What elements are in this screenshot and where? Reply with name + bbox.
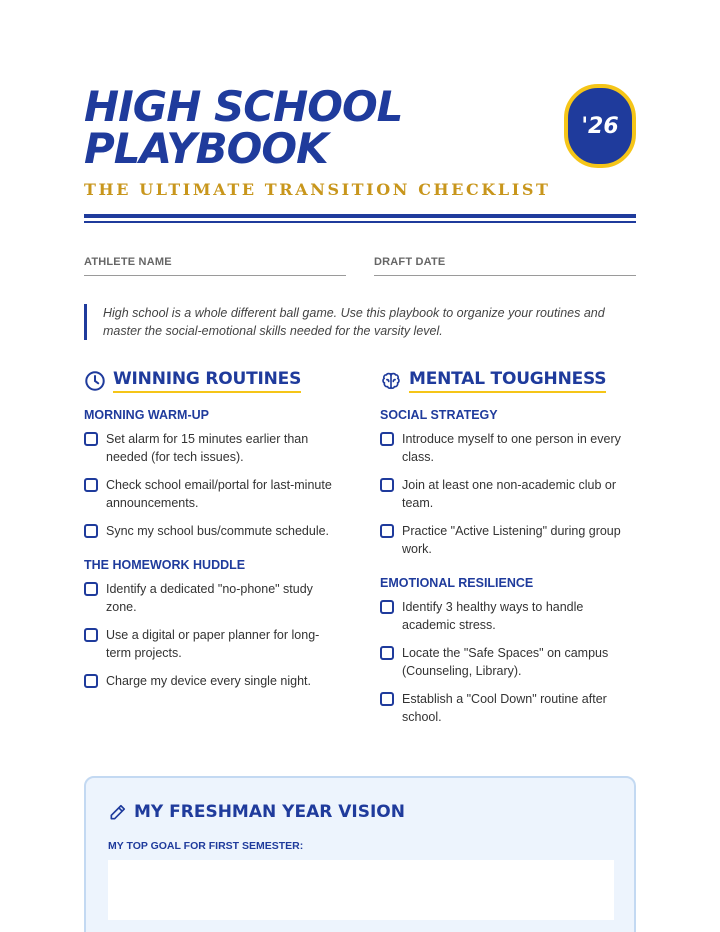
checkbox[interactable] [380,524,394,538]
checklist-item-text: Check school email/portal for last-minute announcements. [106,478,332,510]
checklist-item-text: Sync my school bus/commute schedule. [106,524,330,538]
checkbox[interactable] [380,692,394,706]
intro-quote: High school is a whole different ball game. Use this playbook to organize your routines and master the social-emotional skills needed for the varsity level. [84,304,636,340]
section-title: MENTAL TOUGHNESS [409,369,606,393]
checkbox[interactable] [84,628,98,642]
title-line-1: HIGH SCHOOL [84,82,403,131]
checklist-item [380,430,636,466]
section-header [84,368,340,394]
checkbox[interactable] [84,478,98,492]
checklist-item [84,580,340,616]
vision-header [108,802,405,822]
group-title: SOCIAL STRATEGY [380,408,498,422]
section-header [380,368,636,394]
draft-date-field[interactable] [374,256,636,276]
athlete-name-field[interactable] [84,256,346,276]
pencil-icon [108,802,128,822]
checkbox[interactable] [380,478,394,492]
year-badge: '26 [564,84,636,168]
checkbox[interactable] [380,600,394,614]
checklist-item-text: Join at least one non-academic club or team. [402,478,617,510]
vision-title: MY FRESHMAN YEAR VISION [134,802,405,822]
brain-icon [380,370,402,392]
checklist-item-text: Locate the "Safe Spaces" on campus (Counseling, Library). [402,646,609,678]
draft-date-label: DRAFT DATE [374,256,446,268]
goal-input[interactable] [108,860,614,920]
checklist-item [380,476,636,512]
checklist-item [84,672,340,690]
header-divider-thick [84,214,636,218]
group-title: THE HOMEWORK HUDDLE [84,558,246,572]
mental-toughness-section [380,368,636,736]
goal-label: MY TOP GOAL FOR FIRST SEMESTER: [108,840,304,852]
checklist-item-text: Set alarm for 15 minutes earlier than needed (for tech issues). [106,432,309,464]
subtitle: THE ULTIMATE TRANSITION CHECKLIST [84,180,551,199]
checklist-item-text: Practice "Active Listening" during group work. [402,524,621,556]
checklist-item [380,598,636,634]
page-title [84,82,544,173]
header-divider-thin [84,221,636,223]
vision-panel [84,776,636,932]
title-line-2: PLAYBOOK [84,124,328,173]
checklist-item [84,626,340,662]
checklist-item-text: Establish a "Cool Down" routine after school. [402,692,607,724]
group-title: EMOTIONAL RESILIENCE [380,576,534,590]
checklist-item [84,476,340,512]
athlete-name-label: ATHLETE NAME [84,256,172,268]
checklist-item [380,690,636,726]
checklist-item-text: Identify a dedicated "no-phone" study zone. [106,582,313,614]
winning-routines-section [84,368,340,700]
checklist-item [84,430,340,466]
checklist-item-text: Use a digital or paper planner for long-term projects. [106,628,320,660]
checkbox[interactable] [84,524,98,538]
group-title: MORNING WARM-UP [84,408,209,422]
section-title: WINNING ROUTINES [113,369,301,393]
checklist-item [380,522,636,558]
checkbox[interactable] [84,432,98,446]
checklist-item [380,644,636,680]
checkbox[interactable] [84,674,98,688]
checkbox[interactable] [84,582,98,596]
checklist-item-text: Introduce myself to one person in every class. [402,432,621,464]
checkbox[interactable] [380,432,394,446]
checkbox[interactable] [380,646,394,660]
checklist-item-text: Identify 3 healthy ways to handle academic stress. [402,600,584,632]
checklist-item [84,522,340,540]
checklist-item-text: Charge my device every single night. [106,674,311,688]
clock-icon [84,370,106,392]
